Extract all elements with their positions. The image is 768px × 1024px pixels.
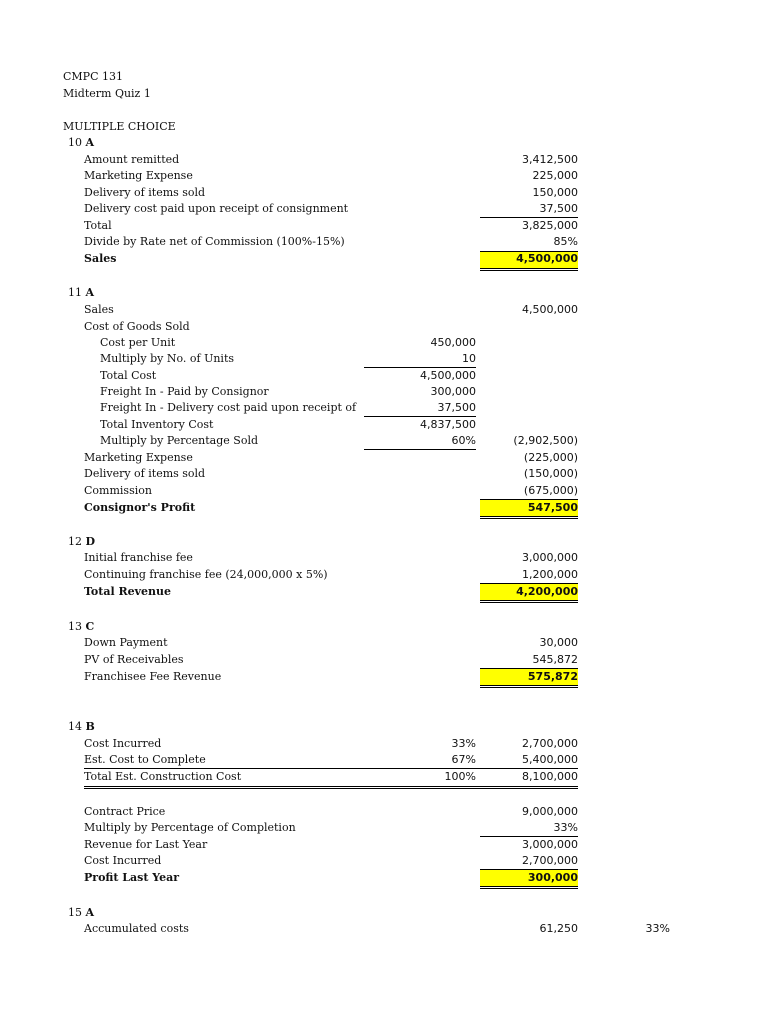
row-label: Profit Last Year xyxy=(84,871,180,884)
row-label: Continuing franchise fee (24,000,000 x 5%) xyxy=(84,568,328,581)
row-label: Amount remitted xyxy=(84,153,180,166)
row-value: 450,000 xyxy=(430,336,476,349)
row-label: Sales xyxy=(84,303,114,316)
question-11 xyxy=(68,286,94,300)
row-value: 30,000 xyxy=(539,636,578,649)
answer-letter: A xyxy=(85,286,95,299)
row-label: Delivery of items sold xyxy=(84,186,206,199)
subtotal-rule xyxy=(84,768,578,769)
row-value: 3,000,000 xyxy=(522,838,578,851)
row-label: Marketing Expense xyxy=(84,169,193,182)
answer-letter: A xyxy=(85,136,95,149)
row-label: PV of Receivables xyxy=(84,653,184,666)
row-label: Divide by Rate net of Commission (100%-15%) xyxy=(84,235,345,248)
row-label: Total Inventory Cost xyxy=(100,418,214,431)
answer-value: 547,500 xyxy=(527,501,578,514)
answer-letter: A xyxy=(85,906,95,919)
answer-value: 300,000 xyxy=(527,871,578,884)
question-14 xyxy=(68,720,95,734)
question-12 xyxy=(68,535,95,549)
question-number: 13 xyxy=(68,620,82,633)
row-value: 85% xyxy=(553,235,578,248)
row-value: 61,250 xyxy=(539,922,578,935)
row-label: Total Revenue xyxy=(84,585,172,598)
row-value: 2,700,000 xyxy=(522,737,578,750)
row-label: Cost Incurred xyxy=(84,737,162,750)
row-label: Freight In - Paid by Consignor xyxy=(100,385,269,398)
row-value: 10 xyxy=(462,352,476,365)
row-label: Delivery cost paid upon receipt of consignment xyxy=(84,202,349,215)
question-10 xyxy=(68,136,94,150)
double-rule xyxy=(84,786,578,789)
row-label: Initial franchise fee xyxy=(84,551,193,564)
row-value: 150,000 xyxy=(532,186,578,199)
double-rule xyxy=(480,268,578,271)
row-value: 100% xyxy=(444,770,476,783)
row-value: 67% xyxy=(451,753,476,766)
row-label: Delivery of items sold xyxy=(84,467,206,480)
row-value: 33% xyxy=(451,737,476,750)
row-value: 3,000,000 xyxy=(522,551,578,564)
row-value: 60% xyxy=(451,434,476,447)
row-value: (225,000) xyxy=(523,451,578,464)
row-value: 1,200,000 xyxy=(522,568,578,581)
answer-letter: C xyxy=(85,620,95,633)
row-label: Consignor's Profit xyxy=(84,501,196,514)
quiz-title: Midterm Quiz 1 xyxy=(63,87,151,100)
total-rule xyxy=(480,668,578,669)
row-label: Cost Incurred xyxy=(84,854,162,867)
row-label: Total xyxy=(84,219,112,232)
row-label: Revenue for Last Year xyxy=(84,838,208,851)
row-value: 545,872 xyxy=(532,653,578,666)
row-label: Accumulated costs xyxy=(84,922,189,935)
total-rule xyxy=(480,499,578,500)
course-code: CMPC 131 xyxy=(63,70,123,83)
answer-value: 575,872 xyxy=(527,670,578,683)
row-label: Contract Price xyxy=(84,805,166,818)
row-label: Freight In - Delivery cost paid upon receipt of xyxy=(100,401,357,414)
total-rule xyxy=(480,583,578,584)
answer-letter: D xyxy=(85,535,96,548)
row-label: Marketing Expense xyxy=(84,451,193,464)
answer-value: 4,500,000 xyxy=(516,252,578,265)
row-value: 37,500 xyxy=(437,401,476,414)
double-rule xyxy=(480,685,578,688)
double-rule xyxy=(480,886,578,889)
subtotal-rule xyxy=(364,367,476,368)
row-value: 33% xyxy=(553,821,578,834)
row-label: Sales xyxy=(84,252,117,265)
subtotal-rule xyxy=(364,449,476,450)
question-15 xyxy=(68,906,94,920)
answer-value: 4,200,000 xyxy=(516,585,578,598)
row-value: 4,500,000 xyxy=(420,369,476,382)
row-value: 4,837,500 xyxy=(420,418,476,431)
row-value: 2,700,000 xyxy=(522,854,578,867)
double-rule xyxy=(480,600,578,603)
question-number: 11 xyxy=(68,286,82,299)
row-value: (2,902,500) xyxy=(513,434,578,447)
row-value: 8,100,000 xyxy=(522,770,578,783)
row-label: Multiply by Percentage Sold xyxy=(100,434,259,447)
question-number: 15 xyxy=(68,906,82,919)
row-value: 3,825,000 xyxy=(522,219,578,232)
row-value: 37,500 xyxy=(539,202,578,215)
row-label: Down Payment xyxy=(84,636,168,649)
subtotal-rule xyxy=(364,416,476,417)
row-value: (675,000) xyxy=(523,484,578,497)
row-label: Cost of Goods Sold xyxy=(84,320,190,333)
answer-letter: B xyxy=(85,720,95,733)
section-title: MULTIPLE CHOICE xyxy=(63,120,176,133)
row-label: Total Cost xyxy=(100,369,157,382)
row-value: 225,000 xyxy=(532,169,578,182)
double-rule xyxy=(480,516,578,519)
row-value: 3,412,500 xyxy=(522,153,578,166)
row-value: 33% xyxy=(645,922,670,935)
total-rule xyxy=(480,869,578,870)
row-value: 9,000,000 xyxy=(522,805,578,818)
row-value: 4,500,000 xyxy=(522,303,578,316)
row-value: (150,000) xyxy=(523,467,578,480)
question-number: 10 xyxy=(68,136,82,149)
question-13 xyxy=(68,620,94,634)
row-value: 300,000 xyxy=(430,385,476,398)
subtotal-rule xyxy=(480,217,578,218)
row-value: 5,400,000 xyxy=(522,753,578,766)
row-label: Commission xyxy=(84,484,152,497)
row-label: Est. Cost to Complete xyxy=(84,753,206,766)
row-label: Franchisee Fee Revenue xyxy=(84,670,222,683)
row-label: Cost per Unit xyxy=(100,336,176,349)
row-label: Total Est. Construction Cost xyxy=(84,770,242,783)
row-label: Multiply by Percentage of Completion xyxy=(84,821,296,834)
row-label: Multiply by No. of Units xyxy=(100,352,235,365)
subtotal-rule xyxy=(480,836,578,837)
question-number: 14 xyxy=(68,720,82,733)
question-number: 12 xyxy=(68,535,82,548)
